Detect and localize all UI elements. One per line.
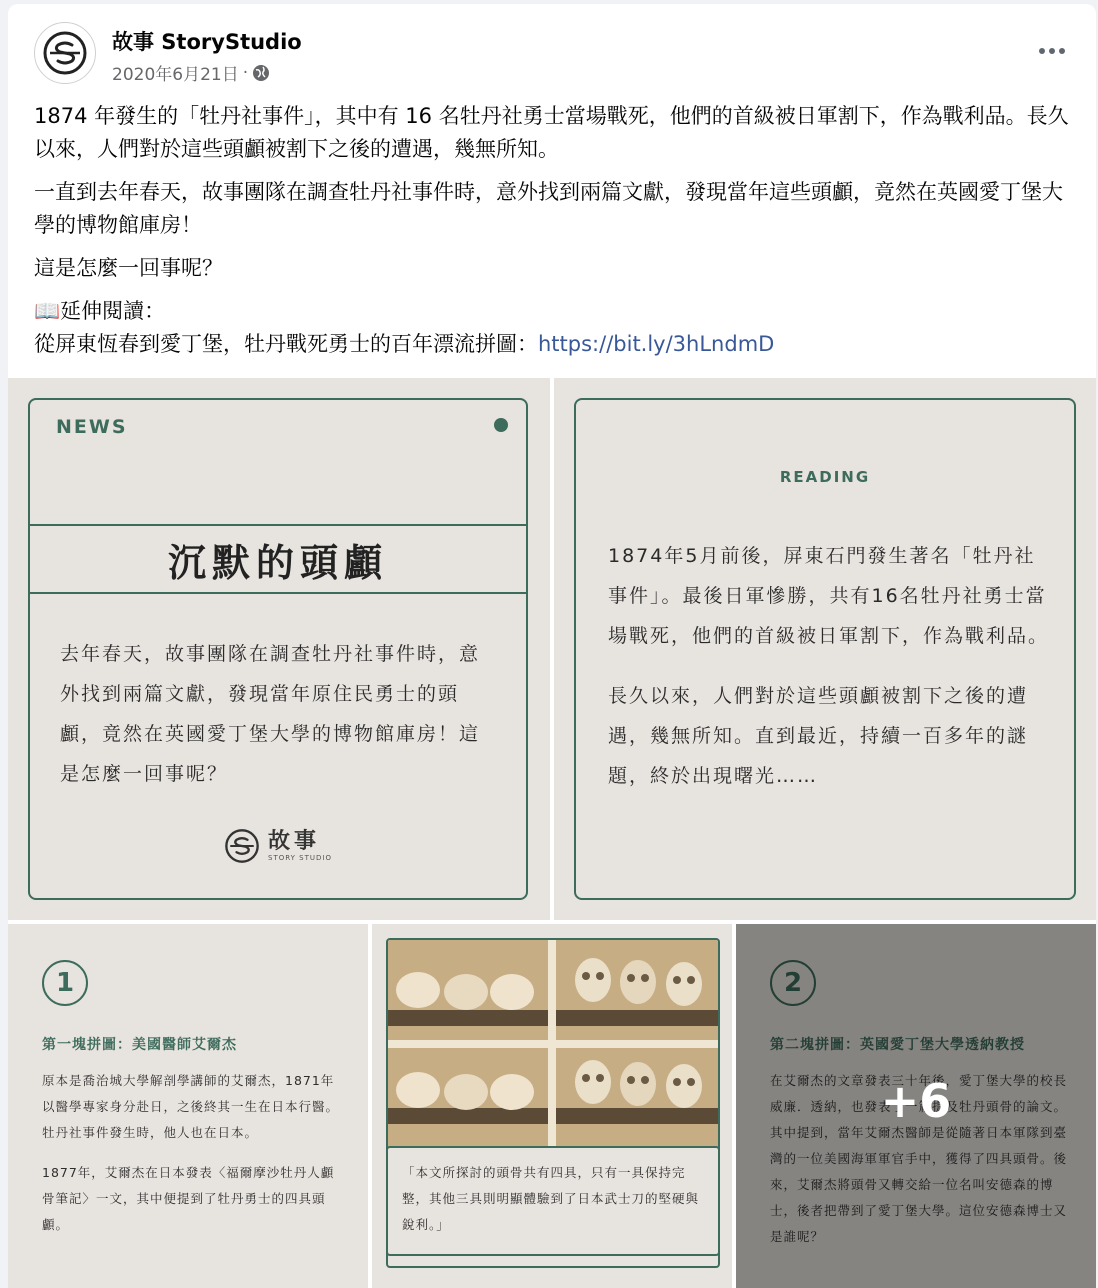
- reading-paragraph: 1874年5月前後，屏東石門發生著名「牡丹社事件」。最後日軍慘勝，共有16名牡丹社勇士當場戰死，他們的首級被日軍割下，作為戰利品。: [608, 545, 1050, 647]
- piece-title: 第一塊拼圖：美國醫師艾爾杰: [42, 1037, 237, 1053]
- reading-body: [608, 536, 1050, 816]
- brand-name: 故事: [268, 829, 321, 854]
- news-card: [28, 398, 528, 900]
- reading-paragraph: 長久以來，人們對於這些頭顱被割下之後的遭遇，幾無所知。直到最近，持續一百多年的謎題，終於出現曙光……: [608, 685, 1029, 787]
- post-message: [34, 100, 1074, 361]
- photo-caption: 「本文所探討的頭骨共有四具，只有一具保持完整，其他三具則明顯體驗到了日本武士刀的堅硬與銳利。」: [386, 1146, 720, 1256]
- page-avatar[interactable]: [34, 22, 96, 84]
- news-body: 去年春天，故事團隊在調查牡丹社事件時，意外找到兩篇文獻，發現當年原住民勇士的頭顱，竟然在英國愛丁堡大學的博物館庫房！這是怎麼一回事呢？: [60, 643, 481, 785]
- number-badge: 2: [770, 960, 816, 1006]
- post-meta: [112, 60, 270, 85]
- more-photos-count[interactable]: +6: [880, 1074, 952, 1128]
- news-title: 沉默的頭顱: [30, 524, 526, 594]
- link-prefix: 從屏東恆春到愛丁堡，牡丹戰死勇士的百年漂流拼圖：: [34, 332, 538, 356]
- number-badge: 1: [42, 960, 88, 1006]
- photo-tile-piece-1[interactable]: [8, 924, 368, 1288]
- storystudio-logo-icon: [42, 30, 88, 76]
- facebook-post: [8, 4, 1096, 1288]
- news-label: NEWS: [56, 416, 128, 438]
- photo-tile-skulls[interactable]: [372, 924, 732, 1288]
- post-header: [8, 4, 1096, 96]
- dot-icon: [494, 418, 508, 432]
- photo-tile-piece-2[interactable]: [736, 924, 1096, 1288]
- post-paragraph: 這是怎麼一回事呢？: [34, 256, 223, 280]
- extend-reading: [34, 295, 1074, 361]
- piece-paragraph: 在艾爾杰的文章發表三十年後，愛丁堡大學的校長威廉．透納，也發表了一篇提及牡丹頭骨的論文。其中提到，當年艾爾杰醫師是從隨著日本軍隊到臺灣的一位美國海軍軍官手中，獲得了四具頭骨。後來，艾爾杰將頭骨又轉交給一位名叫安德森的博士，後者把帶到了愛丁堡大學。這位安德森博士又是誰呢？: [770, 1073, 1068, 1244]
- skull-photo-image: [388, 940, 720, 1150]
- reading-card: [574, 398, 1076, 900]
- page-name[interactable]: 故事 StoryStudio: [112, 30, 302, 54]
- post-paragraph: 一直到去年春天，故事團隊在調查牡丹社事件時，意外找到兩篇文獻，發現當年這些頭顱，竟然在英國愛丁堡大學的博物館庫房！: [34, 180, 1063, 237]
- globe-icon: [252, 64, 270, 82]
- piece-paragraph: 1877年，艾爾杰在日本發表〈福爾摩沙牡丹人顱骨筆記〉一文，其中便提到了牡丹勇士的四具頭顱。: [42, 1165, 335, 1232]
- photo-tile-news[interactable]: [8, 378, 550, 920]
- post-date[interactable]: 2020年6月21日: [112, 65, 239, 85]
- more-options-button[interactable]: [1032, 34, 1072, 68]
- extend-reading-label: 📖延伸閱讀：: [34, 299, 166, 323]
- piece-paragraph: 原本是喬治城大學解剖學講師的艾爾杰，1871年以醫學專家身分赴日，之後終其一生在日本行醫。牡丹社事件發生時，他人也在日本。: [42, 1073, 340, 1140]
- article-link[interactable]: https://bit.ly/3hLndmD: [538, 332, 775, 356]
- post-paragraph: 1874 年發生的「牡丹社事件」，其中有 16 名牡丹社勇士當場戰死，他們的首級被日軍割下，作為戰利品。長久以來，人們對於這些頭顱被割下之後的遭遇，幾無所知。: [34, 104, 1069, 161]
- piece-body: [42, 1068, 342, 1252]
- brand-subtitle: STORY STUDIO: [268, 854, 332, 862]
- brand-mark: [224, 828, 332, 864]
- photo-tile-reading[interactable]: [554, 378, 1096, 920]
- storystudio-logo-icon: [224, 828, 260, 864]
- reading-label: READING: [779, 468, 871, 486]
- more-options-icon: [1039, 48, 1045, 54]
- photo-grid: [8, 378, 1096, 1288]
- piece-title: 第二塊拼圖：英國愛丁堡大學透納教授: [770, 1037, 1025, 1053]
- meta-separator: ·: [242, 62, 249, 83]
